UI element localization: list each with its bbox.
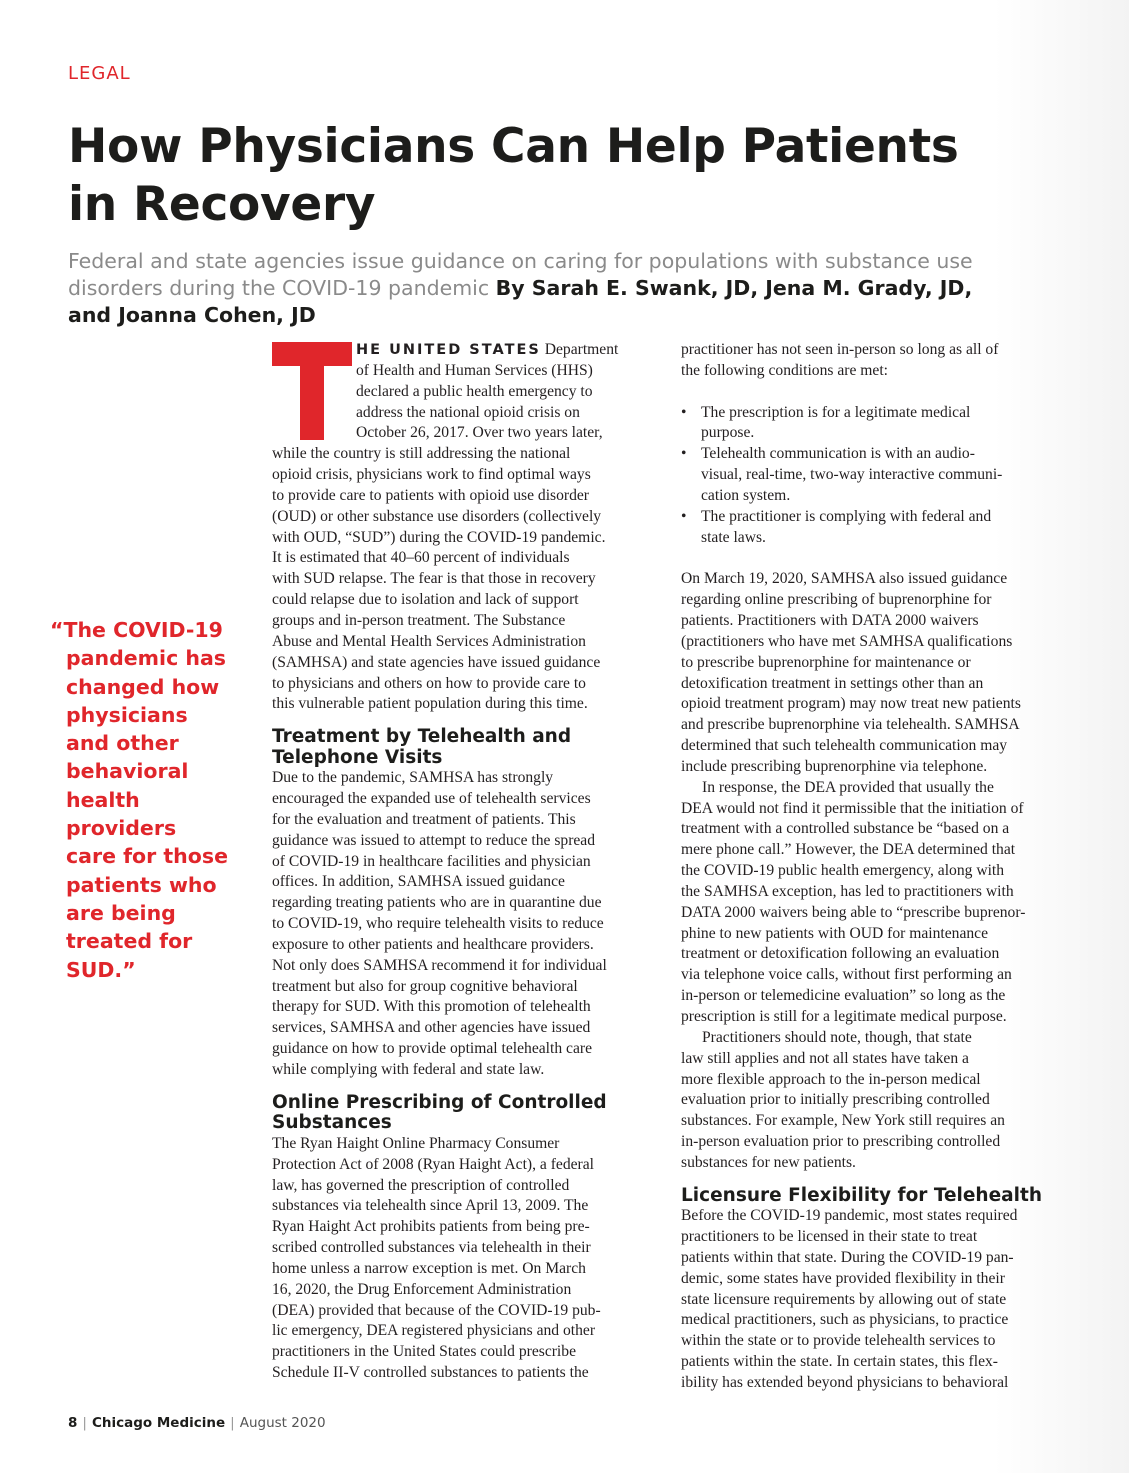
dek-line-1: Federal and state agencies issue guidance on caring for populations with substance use [68,249,973,273]
page-number: 8 [68,1415,78,1431]
bullet-text: Telehealth communication is with an audio- [701,445,975,463]
byline: By Sarah E. Swank, JD, Jena M. Grady, JD, [495,276,973,300]
issue-date: August 2020 [239,1415,326,1431]
body-text-line: Due to the pandemic, SAMHSA has strongly [272,769,554,787]
body-text-line: in-person or telemedicine evaluation” so long as the [681,987,1006,1005]
body-text-line: On March 19, 2020, SAMHSA also issued guidance [681,570,1008,588]
body-text-line: in-person evaluation prior to prescribing controlled [681,1133,1001,1151]
body-text-line: patients within that state. During the COVID-19 pan- [681,1248,1014,1266]
body-text-line: of COVID-19 in healthcare facilities and physician [272,852,591,870]
body-text-line: the SAMHSA exception, has led to practitioners with [681,882,1014,900]
body-text-line: evaluation prior to initially prescribing controlled [681,1091,990,1109]
bullet-text-continued: state laws. [701,528,766,546]
body-text-line: (DEA) provided that because of the COVID-19 pub- [272,1301,601,1319]
body-text-line: prescription is still for a legitimate medical purpose. [681,1008,1007,1025]
page-footer [68,1415,326,1431]
body-text-line: of Health and Human Services (HHS) [356,361,593,379]
body-text-line: groups and in-person treatment. The Substance [272,611,566,629]
body-text-line: the following conditions are met: [681,361,889,379]
headline-line-1: How Physicians Can Help Patients [68,119,959,174]
list-item [681,444,1073,465]
body-text-line: Ryan Haight Act prohibits patients from being pre- [272,1218,590,1236]
dek-text: disorders during the COVID-19 pandemic [68,276,496,300]
body-text-line: medical practitioners, such as physicians, to practice [681,1311,1009,1329]
pull-quote-line: providers [66,816,177,841]
pull-quote-line: treated for [66,929,193,954]
body-text-line: In response, the DEA provided that usually the [702,778,994,796]
pull-quote-line: “The COVID-19 [50,618,223,642]
body-text-line: Before the COVID-19 pandemic, most states required [681,1207,1018,1225]
footer-separator: | [82,1415,87,1431]
dek [68,248,1068,329]
body-text-line: to COVID-19, who require telehealth visits to reduce [272,915,604,933]
body-text-line: the COVID-19 public health emergency, along with [681,862,1005,880]
headline [68,118,1078,234]
list-item [681,507,1073,528]
pull-quote-line: behavioral [66,759,189,784]
subhead-telehealth-line-1: Treatment by Telehealth and [272,726,572,748]
body-text-line: ibility has extended beyond physicians to behavioral [681,1374,1009,1391]
body-text-line: practitioner has not seen in-person so long as all of [681,341,999,358]
body-text-line: guidance was issued to attempt to reduce the spread [272,831,596,849]
article-column-2 [681,340,1073,1394]
body-text-line: address the national opioid crisis on [356,403,580,421]
body-text-line: opioid treatment program) may now treat new patients [681,695,1021,713]
lead-line [272,340,664,361]
pull-quote [50,616,250,984]
body-text-line: demic, some states have provided flexibility in their [681,1269,1005,1287]
pull-quote-line: care for those [66,844,228,869]
body-text-line: while the country is still addressing the national [272,445,571,463]
body-text-line: more flexible approach to the in-person medical [681,1070,981,1088]
pull-quote-line: health [66,787,140,812]
body-text-line: law still applies and not all states have taken a [681,1049,969,1067]
body-text-line: treatment or detoxification following an evaluation [681,945,1000,963]
bullet-text: The prescription is for a legitimate medical [701,403,971,421]
body-text-line: patients. Practitioners with DATA 2000 waivers [681,611,979,629]
publication-name: Chicago Medicine [91,1415,226,1431]
body-text-line: practitioners in the United States could prescribe [272,1343,576,1361]
body-text-line: to provide care to patients with opioid use disorder [272,486,589,504]
subhead-licensure: Licensure Flexibility for Telehealth [681,1184,1042,1206]
body-text-line: regarding treating patients who are in quarantine due [272,894,602,912]
subhead-telehealth [272,727,664,768]
body-text-line: state licensure requirements by allowing out of state [681,1290,1007,1308]
pull-quote-line: physicians [66,702,188,727]
body-text-line: for the evaluation and treatment of patients. This [272,810,576,828]
dek-line-2 [68,275,1068,302]
body-text-line: It is estimated that 40–60 percent of individuals [272,549,570,567]
body-text-line: phine to new patients with OUD for maintenance [681,924,989,942]
bullet-icon: • [681,445,687,463]
body-text-line: with OUD, “SUD”) during the COVID-19 pandemic. [272,528,606,546]
body-text-line: home unless a narrow exception is met. On March [272,1259,586,1277]
body-text-line: The Ryan Haight Online Pharmacy Consumer [272,1134,560,1152]
body-text-line: offices. In addition, SAMHSA issued guidance [272,873,565,891]
body-text-line: while complying with federal and state law. [272,1061,545,1078]
bullet-icon: • [681,507,687,525]
body-text-line: treatment with a controlled substance be “based on a [681,820,1010,838]
subhead-online-line-2: Substances [272,1112,392,1134]
headline-line-2: in Recovery [68,177,376,232]
body-text-line: patients within the state. In certain states, this flex- [681,1353,998,1371]
bullet-text-continued: purpose. [701,424,755,442]
body-text-line: opioid crisis, physicians work to find optimal ways [272,466,591,484]
article-column-1 [272,340,664,1384]
body-text-line: DEA would not find it permissible that the initiation of [681,799,1024,817]
body-text-line: treatment but also for group cognitive behavioral [272,977,578,995]
body-text-line: services, SAMHSA and other agencies have issued [272,1019,591,1037]
body-text-line: include prescribing buprenorphine via telephone. [681,757,988,775]
body-text-line: therapy for SUD. With this promotion of telehealth [272,998,591,1016]
body-text-line: Practitioners should note, though, that state [702,1028,972,1046]
body-text-line: guidance on how to provide optimal telehealth care [272,1040,592,1058]
body-text-line: encouraged the expanded use of telehealth services [272,790,591,808]
body-text-line: October 26, 2017. Over two years later, [356,424,603,442]
body-text-line: this vulnerable patient population during this time. [272,695,588,713]
body-text-line: DATA 2000 waivers being able to “prescribe buprenor- [681,903,1026,921]
body-text-line: Schedule II-V controlled substances to patients the [272,1364,589,1382]
body-text-line: (practitioners who have met SAMHSA qualifications [681,632,1013,650]
body-text-line: scribed controlled substances via telehealth in their [272,1239,591,1257]
bullet-icon: • [681,403,687,421]
bullet-text-continued: cation system. [701,486,791,504]
body-text-line: substances for new patients. [681,1153,856,1171]
body-text-line: 16, 2020, the Drug Enforcement Administration [272,1280,572,1298]
body-text-line: within the state or to provide telehealth services to [681,1332,996,1350]
body-text-line: via telephone voice calls, without first performing an [681,966,1012,984]
body-text-line: determined that such telehealth communication may [681,737,1008,755]
lead-caps: HE UNITED STATES [356,342,541,358]
body-text-line: exposure to other patients and healthcare providers. [272,935,594,953]
pull-quote-line: patients who [66,872,217,897]
body-text-line: (OUD) or other substance use disorders (collectively [272,507,602,525]
pull-quote-line: are being [66,900,176,925]
body-text-line: (SAMHSA) and state agencies have issued guidance [272,653,601,671]
body-text-line: mere phone call.” However, the DEA determined that [681,841,1016,859]
section-tag: LEGAL [68,63,131,84]
body-text-line: Abuse and Mental Health Services Administration [272,632,586,650]
footer-separator: | [230,1415,235,1431]
body-text-line: substances. For example, New York still requires an [681,1112,1005,1130]
body-text-line: with SUD relapse. The fear is that those in recovery [272,570,596,588]
body-text-line: could relapse due to isolation and lack of support [272,591,579,609]
body-text-line: to physicians and others on how to provide care to [272,674,586,692]
body-text-line: and prescribe buprenorphine via telehealth. SAMHSA [681,716,1020,734]
subhead-telehealth-line-2: Telephone Visits [272,746,443,768]
body-text-line: detoxification treatment in settings other than an [681,674,984,692]
body-text-line: declared a public health emergency to [356,382,593,400]
pull-quote-line: and other [66,731,179,756]
body-text-line: to prescribe buprenorphine for maintenance or [681,653,971,671]
body-text-line: Not only does SAMHSA recommend it for individual [272,956,607,974]
pull-quote-line: SUD.” [66,957,136,982]
bullet-text-continued: visual, real-time, two-way interactive communi- [701,466,1003,484]
bullet-text: The practitioner is complying with federal and [701,507,992,525]
byline-continued: and Joanna Cohen, JD [68,303,316,327]
body-text-line: law, has governed the prescription of controlled [272,1176,570,1194]
lead-text: Department [540,341,619,358]
body-text-line: regarding online prescribing of buprenorphine for [681,591,992,609]
conditions-list [681,403,1073,549]
subhead-online-line-1: Online Prescribing of Controlled [272,1091,607,1113]
body-text-line: Protection Act of 2008 (Ryan Haight Act), a federal [272,1155,594,1173]
body-text-line: lic emergency, DEA registered physicians and other [272,1322,596,1340]
list-item [681,403,1073,424]
pull-quote-line: changed how [66,674,220,699]
subhead-online-prescribing [272,1093,664,1134]
pull-quote-line: pandemic has [66,646,226,671]
body-text-line: practitioners to be licensed in their state to treat [681,1228,978,1246]
body-text-line: substances via telehealth since April 13, 2009. The [272,1197,589,1215]
